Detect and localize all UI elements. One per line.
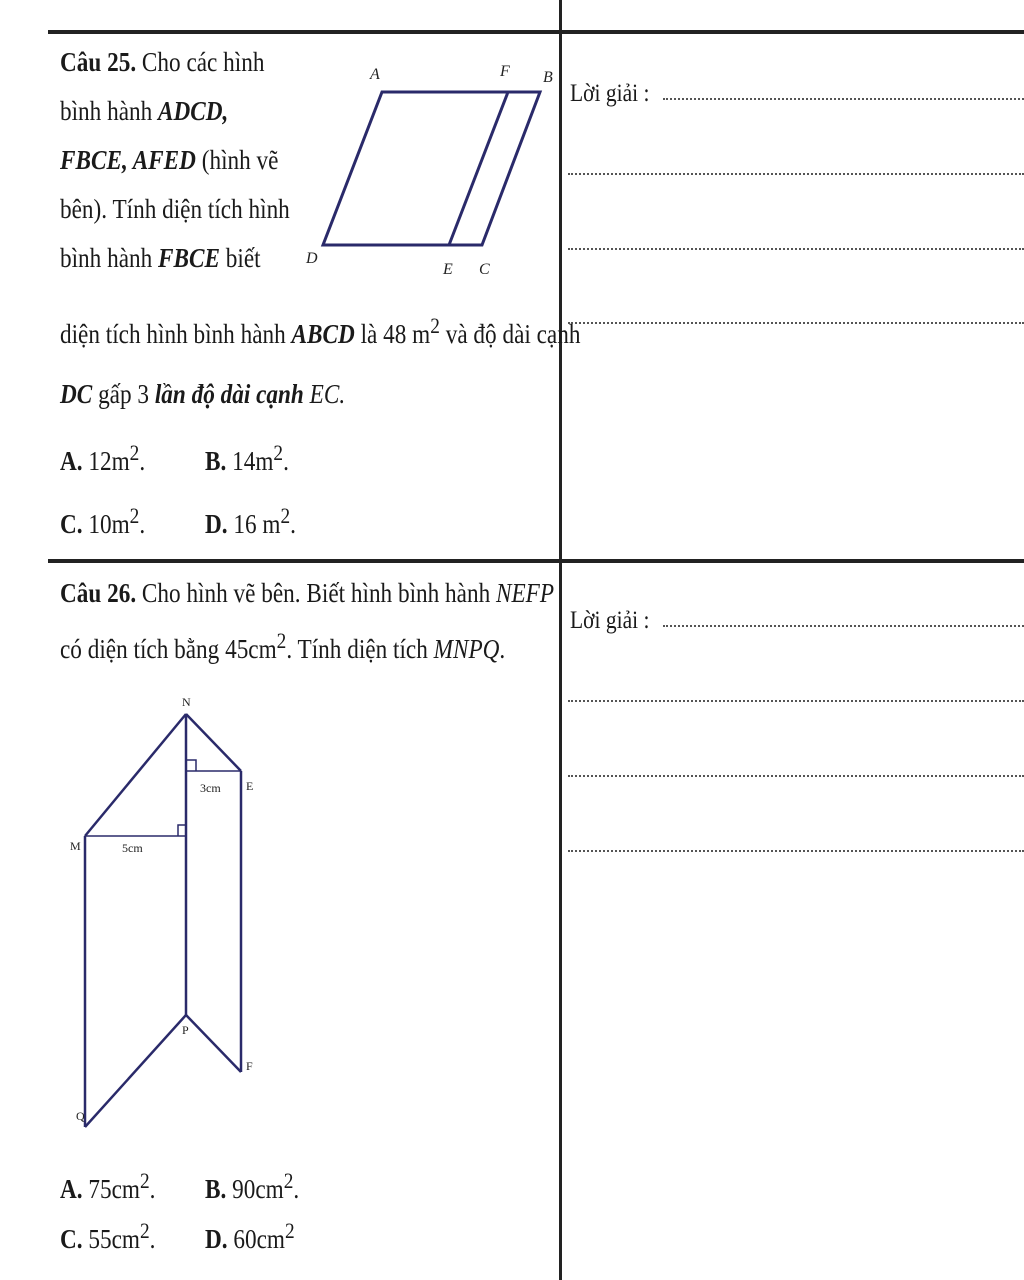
parallelogram-abcd: [323, 92, 540, 245]
label-q: Q: [76, 1109, 85, 1123]
label-e: E: [443, 261, 453, 278]
label-p: P: [182, 1023, 189, 1037]
q26-title: Câu 26.: [60, 578, 137, 608]
q25-line-3: FBCE, AFED (hình vẽ: [60, 145, 279, 175]
label-a: A: [370, 66, 380, 83]
q25-line-5: bình hành FBCE biết: [60, 243, 261, 273]
length-5cm: 5cm: [122, 841, 143, 855]
q26-option-c[interactable]: C. $55cm^2$.: [60, 1218, 156, 1254]
q25-parallelogram-figure: [0, 0, 560, 290]
q25-option-d[interactable]: D. 16 $m^2$.: [205, 503, 296, 539]
label-m: M: [70, 839, 81, 853]
q26-line-1: Câu 26. Cho hình vẽ bên. Biết hình bình hành NEFP: [60, 578, 555, 608]
q26-answer-line-4[interactable]: [568, 850, 1024, 852]
q26-answer-area[interactable]: [568, 563, 1024, 1280]
length-3cm: 3cm: [200, 781, 221, 795]
q26-option-a[interactable]: A. $75cm^2$.: [60, 1168, 156, 1204]
q26-figure: [0, 680, 560, 1150]
label-n: N: [182, 695, 191, 709]
q26-line-2: có diện tích bằng $45cm^2$. Tính diện tích MNPQ.: [60, 628, 506, 664]
q26-answer-line-1[interactable]: [663, 625, 1024, 627]
q25-line-7: DC gấp 3 lần độ dài cạnh EC.: [60, 379, 346, 409]
label-b: B: [543, 69, 553, 86]
q25-answer-line-3[interactable]: [568, 248, 1024, 250]
q25-option-c[interactable]: C. $10m^2$.: [60, 503, 146, 539]
q26-answer-line-3[interactable]: [568, 775, 1024, 777]
q25-line-2: bình hành ADCD,: [60, 96, 229, 126]
segment-fe: [449, 92, 508, 245]
q25-answer-area[interactable]: [568, 30, 1024, 560]
label-e: E: [246, 779, 254, 793]
label-f: F: [246, 1059, 253, 1073]
q25-answer-line-4[interactable]: [568, 322, 1024, 324]
q26-option-d[interactable]: D. $60cm^2$: [205, 1218, 295, 1254]
q25-continued: [60, 300, 581, 428]
q25-title: Câu 25.: [60, 47, 137, 77]
q25-line-1: Câu 25. Cho các hình: [60, 47, 265, 77]
q26-answer-line-2[interactable]: [568, 700, 1024, 702]
q26-answer-label: Lời giải :: [570, 607, 650, 634]
q25-option-b[interactable]: B. $14m^2$.: [205, 440, 289, 476]
q25-answer-label: Lời giải :: [570, 80, 650, 107]
q25-answer-line-2[interactable]: [568, 173, 1024, 175]
q26-option-b[interactable]: B. $90cm^2$.: [205, 1168, 300, 1204]
question-26: [60, 570, 555, 674]
label-c: C: [479, 261, 490, 278]
q25-line-6: diện tích hình bình hành ABCD là 48 $m^2$ và độ dài cạnh: [60, 313, 581, 349]
label-f: F: [500, 63, 510, 80]
q25-line-4: bên). Tính diện tích hình: [60, 194, 290, 224]
q25-option-a[interactable]: A. $12m^2$.: [60, 440, 146, 476]
q25-answer-line-1[interactable]: [663, 98, 1024, 100]
label-d: D: [306, 250, 318, 267]
